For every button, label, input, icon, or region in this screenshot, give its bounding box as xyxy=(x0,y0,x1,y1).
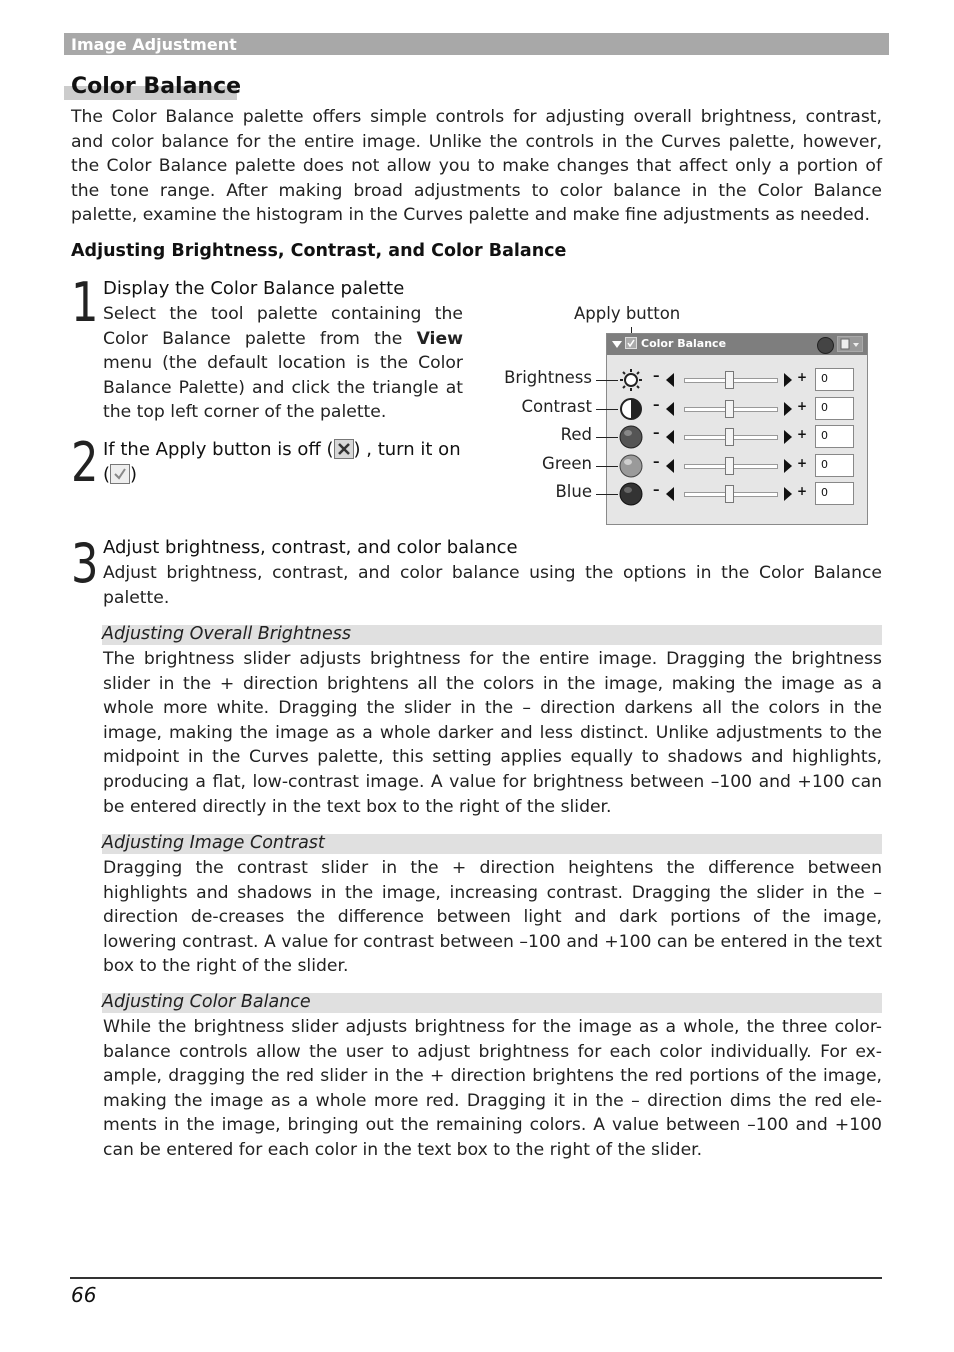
green-leader xyxy=(596,466,618,467)
step-1-body-text: Select the tool palette containing the Color Balance palette from the xyxy=(103,304,463,349)
apply-on-icon xyxy=(110,464,130,484)
minus-label: – xyxy=(653,483,660,498)
footer-rule xyxy=(70,1277,882,1279)
brightness-leader xyxy=(596,380,618,381)
decrease-arrow-icon[interactable] xyxy=(665,487,675,501)
slider-thumb[interactable] xyxy=(725,400,734,418)
step-3-number: 3 xyxy=(71,532,99,595)
plus-label: + xyxy=(797,456,808,470)
apply-button-callout: Apply button xyxy=(574,304,681,323)
red-ball-icon xyxy=(619,425,643,449)
menu-icon[interactable] xyxy=(837,336,863,352)
colorbalance-subsection-body: While the brightness slider adjusts brightness for the image as a whole, the three color-balance controls allow the user to adjust brightness for each color individually. For ex-ample, dragging the red slider in the + direction brightens the red portions of the image, making the image as a whole more red. Dragging it in the – direction dims the red ele-ments in the image, bringing out the remaining colors. A value between –100 and +100 can be entered for each color in the text box to the right of the slider. xyxy=(103,1017,882,1160)
value-input[interactable]: 0 xyxy=(815,482,854,505)
plus-label: + xyxy=(797,427,808,441)
value-input[interactable]: 0 xyxy=(815,425,854,448)
step-2-title-a: If the Apply button is off ( xyxy=(103,439,334,460)
minus-label: – xyxy=(653,426,660,441)
green-ball-icon xyxy=(619,454,643,478)
blue-ball-icon xyxy=(619,482,643,506)
palette-titlebar xyxy=(607,334,867,355)
increase-arrow-icon[interactable] xyxy=(783,402,793,416)
red-leader xyxy=(596,437,618,438)
minus-label: – xyxy=(653,369,660,384)
apply-checkbox[interactable] xyxy=(625,337,637,349)
step-1-title: Display the Color Balance palette xyxy=(103,278,405,299)
increase-arrow-icon[interactable] xyxy=(783,487,793,501)
decrease-arrow-icon[interactable] xyxy=(665,373,675,387)
page-title: Color Balance xyxy=(71,74,242,99)
contrast-subsection-title: Adjusting Image Contrast xyxy=(102,833,325,853)
value-input[interactable]: 0 xyxy=(815,454,854,477)
brightness-label: Brightness xyxy=(504,368,592,387)
plus-label: + xyxy=(797,484,808,498)
view-menu-name: View xyxy=(416,328,463,349)
green-label: Green xyxy=(542,454,592,473)
page-number: 66 xyxy=(71,1283,97,1307)
header-bar xyxy=(64,33,889,55)
step-2-title-b: ) , turn it on ( xyxy=(103,439,461,485)
step-1-number: 1 xyxy=(71,271,99,334)
reset-icon[interactable] xyxy=(817,337,834,354)
red-label: Red xyxy=(560,425,592,444)
subheading: Adjusting Brightness, Contrast, and Color Balance xyxy=(71,241,567,261)
brightness-subsection-heading xyxy=(102,625,882,645)
slider-thumb[interactable] xyxy=(725,371,734,389)
header-section-label: Image Adjustment xyxy=(71,35,237,54)
increase-arrow-icon[interactable] xyxy=(783,373,793,387)
step-1-body xyxy=(103,302,463,425)
slider-thumb[interactable] xyxy=(725,485,734,503)
decrease-arrow-icon[interactable] xyxy=(665,459,675,473)
contrast-icon xyxy=(619,397,643,421)
decrease-arrow-icon[interactable] xyxy=(665,430,675,444)
decrease-arrow-icon[interactable] xyxy=(665,402,675,416)
step-2-title xyxy=(103,437,465,487)
brightness-sun-icon xyxy=(619,368,643,392)
minus-label: – xyxy=(653,455,660,470)
intro-paragraph: The Color Balance palette offers simple controls for adjusting overall brightness, contrast, and color balance for the entire image. Unlike the controls in the Curves palette, however, the Color Balance palette does not allow you to make changes that affect only a portion of the tone range. After making broad adjustments to color balance in the Color Balance palette, examine the histogram in the Curves palette and make fine adjustments as needed. xyxy=(71,107,882,226)
collapse-triangle-icon[interactable] xyxy=(610,337,626,353)
contrast-subsection-body: Dragging the contrast slider in the + direction heightens the difference between highlights and shadows in the image, increasing contrast. Dragging the slider in the – direction de-creases the difference between light and dark portions of the image, lowering contrast. A value for contrast between –100 and +100 can be entered in the text box to the right of the slider. xyxy=(103,858,882,977)
plus-label: + xyxy=(797,399,808,413)
step-2-number: 2 xyxy=(71,431,99,494)
brightness-subsection-body: The brightness slider adjusts brightness for the entire image. Dragging the brightness slider in the + direction brightens all the colors in the image, making the image as a whole more white. Dragging the slider in the – direction darkens all the colors in the image, making the image as a whole darker and less distinct. Unlike adjustments to the midpoint in the Curves palette, this setting applies equally to shadows and highlights, producing a flat, low-contrast image. A value for brightness between –100 and +100 can be entered directly in the text box to the right of the slider. xyxy=(103,649,882,817)
increase-arrow-icon[interactable] xyxy=(783,430,793,444)
colorbalance-subsection-title: Adjusting Color Balance xyxy=(102,992,311,1012)
slider-thumb[interactable] xyxy=(725,457,734,475)
increase-arrow-icon[interactable] xyxy=(783,459,793,473)
step-2-title-c: ) xyxy=(130,464,138,485)
colorbalance-subsection-heading xyxy=(102,993,882,1013)
step-3-body: Adjust brightness, contrast, and color balance using the options in the Color Balance palette. xyxy=(103,563,882,608)
step-3-title: Adjust brightness, contrast, and color balance xyxy=(103,537,518,558)
slider-thumb[interactable] xyxy=(725,428,734,446)
contrast-leader xyxy=(596,409,618,410)
contrast-subsection-heading xyxy=(102,834,882,854)
brightness-subsection-title: Adjusting Overall Brightness xyxy=(102,624,351,644)
minus-label: – xyxy=(653,398,660,413)
blue-leader xyxy=(596,494,618,495)
contrast-label: Contrast xyxy=(521,397,592,416)
value-input[interactable]: 0 xyxy=(815,397,854,420)
blue-label: Blue xyxy=(555,482,592,501)
plus-label: + xyxy=(797,370,808,384)
apply-off-icon xyxy=(334,439,354,459)
value-input[interactable]: 0 xyxy=(815,368,854,391)
palette-title: Color Balance xyxy=(641,337,727,350)
step-1-body-text-2: menu (the default location is the Color Balance Palette) and click the triangle at the top left corner of the palette. xyxy=(103,353,463,423)
